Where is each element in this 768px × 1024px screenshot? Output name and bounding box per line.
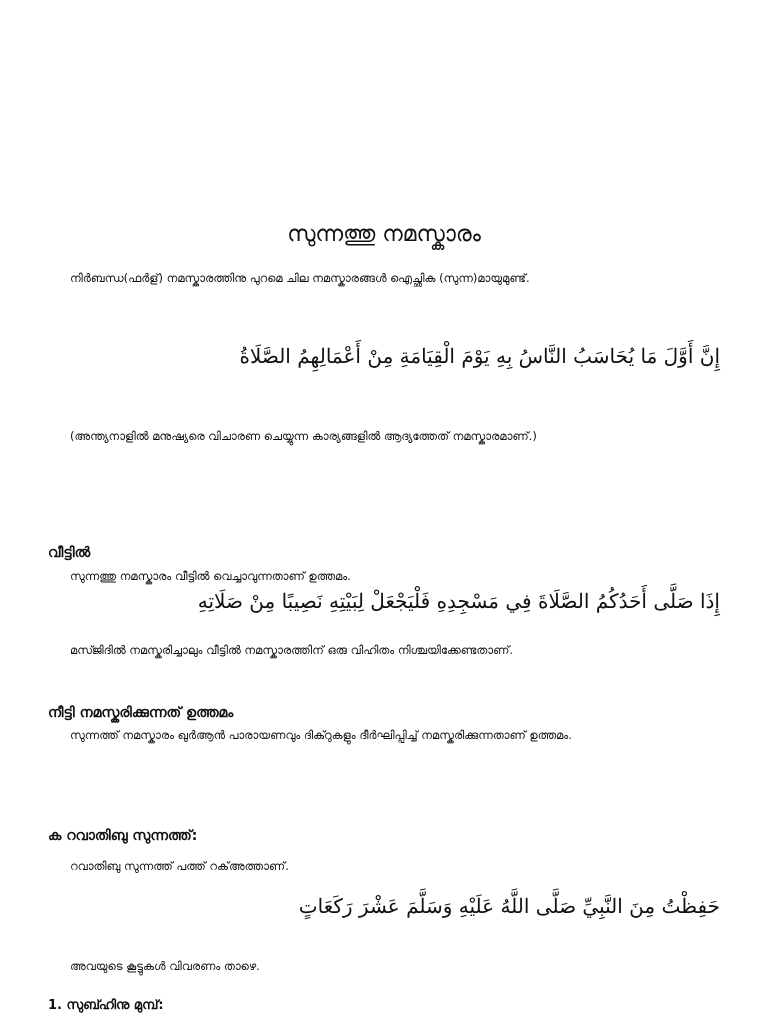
arabic-hadith-2: إِذَا صَلَّى أَحَدُكُمُ الصَّلَاةَ فِي مَسْجِدِهِ فَلْيَجْعَلْ لِبَيْتِهِ نَصِيبًا مِنْ صَلَاتِهِ [197, 589, 720, 613]
intro-paragraph: നിർബന്ധ(ഫർള്) നമസ്കാരത്തിനു പുറമെ ചില നമസ്കാരങ്ങൾ ഐച്ഛിക (സുന്ന)മായുമുണ്ട്. [70, 271, 530, 285]
hadith-1-translation: (അന്ത്യനാളിൽ മനുഷ്യരെ വിചാരണ ചെയ്യുന്ന കാര്യങ്ങളിൽ ആദ്യത്തേത് നമസ്കാരമാണ്.) [70, 429, 537, 443]
arabic-hadith-3: حَفِظْتُ مِنَ النَّبِيِّ صَلَّى اللَّهُ عَلَيْهِ وَسَلَّمَ عَشْرَ رَكَعَاتٍ [298, 894, 720, 918]
rawatib-paragraph: റവാതിബു സുന്നത്ത് പത്ത് റക്അത്താണ്. [70, 859, 289, 873]
fajr-heading: 1. സുബ്ഹിനു മുമ്പ്: [48, 998, 164, 1013]
home-translation: മസ്ജിദിൽ നമസ്കരിച്ചാലും വീട്ടിൽ നമസ്കാരത്തിന് ഒരു വിഹിതം നിശ്ചയിക്കേണ്ടതാണ്. [70, 643, 514, 657]
section-long-prayer-heading: നീട്ടി നമസ്കരിക്കുന്നത് ഉത്തമം [48, 705, 234, 721]
document-page [48, 0, 720, 1024]
section-home-heading: വീട്ടിൽ [48, 545, 91, 561]
rawatib-description: അവയുടെ കൂട്ടുകൾ വിവരണം താഴെ. [70, 959, 260, 973]
home-paragraph: സുന്നത്തു നമസ്കാരം വീട്ടിൽ വെച്ചാവുന്നതാണ് ഉത്തമം. [70, 569, 351, 583]
arabic-hadith-1: إِنَّ أَوَّلَ مَا يُحَاسَبُ النَّاسُ بِهِ يَوْمَ الْقِيَامَةِ مِنْ أَعْمَالِهِمُ الصَّلَاةُ [239, 344, 720, 368]
section-rawatib-heading: ക റവാതിബു സുന്നത്ത്: [48, 828, 198, 844]
page-title: സുന്നത്തു നമസ്കാരം [287, 222, 481, 247]
long-prayer-paragraph: സുന്നത്ത് നമസ്കാരം ഖുർആൻ പാരായണവും ദിക്റുകളും ദീർഘിപ്പിച്ച് നമസ്കരിക്കുന്നതാണ് ഉത്തമം. [70, 728, 572, 742]
